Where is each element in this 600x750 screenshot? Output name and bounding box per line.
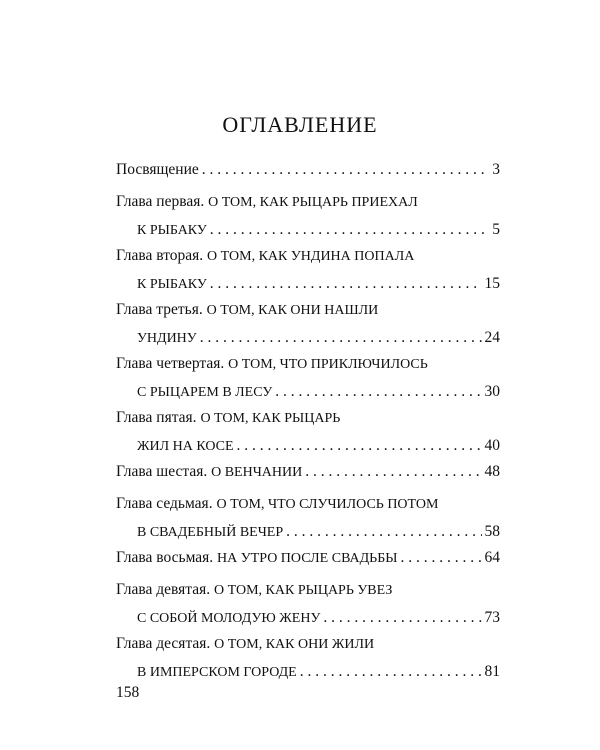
- toc-chapter: Глава первая.: [116, 193, 205, 210]
- toc-line: [116, 576, 500, 604]
- toc-chapter: Глава пятая.: [116, 409, 197, 426]
- page-number: 158: [116, 684, 140, 701]
- toc-line: [116, 350, 500, 378]
- toc-title-continuation: В СВАДЕБНЫЙ ВЕЧЕР: [137, 525, 284, 540]
- toc-page-number: 81: [484, 663, 500, 680]
- toc-title: О ТОМ, КАК ОНИ ЖИЛИ: [214, 637, 375, 652]
- toc-chapter: Глава седьмая.: [116, 495, 213, 512]
- toc-line: [116, 544, 500, 572]
- dot-leader: [400, 544, 481, 571]
- toc-title-continuation: С РЫЦАРЕМ В ЛЕСУ: [137, 385, 273, 400]
- toc-chapter: Глава десятая.: [116, 635, 211, 652]
- dot-leader: [202, 156, 490, 183]
- toc-chapter: Глава четвертая.: [116, 355, 225, 372]
- toc-page-number: 24: [484, 329, 500, 346]
- dot-leader: [237, 432, 482, 459]
- toc-chapter: Глава девятая.: [116, 581, 211, 598]
- toc-title: О ТОМ, ЧТО СЛУЧИЛОСЬ ПОТОМ: [216, 497, 439, 512]
- dot-leader: [200, 324, 482, 351]
- toc-page-number: 48: [484, 463, 500, 480]
- toc-page-number: 3: [492, 161, 500, 178]
- toc-title: О ТОМ, КАК РЫЦАРЬ: [200, 411, 341, 426]
- toc-page-number: 30: [484, 383, 500, 400]
- toc-chapter: Глава вторая.: [116, 247, 204, 264]
- toc-page-number: 15: [484, 275, 500, 292]
- toc-line: [116, 432, 500, 460]
- toc-title: О ТОМ, КАК РЫЦАРЬ ПРИЕХАЛ: [208, 195, 418, 210]
- toc-page-number: 58: [484, 523, 500, 540]
- toc-page-number: 73: [484, 609, 500, 626]
- toc-entry-chapter-4: [116, 350, 500, 404]
- toc-title-continuation: С СОБОЙ МОЛОДУЮ ЖЕНУ: [137, 611, 321, 626]
- toc-line: [116, 296, 500, 324]
- toc-line: [116, 242, 500, 270]
- toc-chapter: Глава третья.: [116, 301, 203, 318]
- toc-line: [116, 518, 500, 546]
- toc-line: [116, 156, 500, 183]
- dot-leader: [275, 378, 481, 405]
- toc-title-continuation: В ИМПЕРСКОМ ГОРОДЕ: [137, 665, 297, 680]
- toc-page-number: 5: [492, 221, 500, 238]
- toc-title: О ТОМ, КАК РЫЦАРЬ УВЕЗ: [214, 583, 393, 598]
- dot-leader: [323, 604, 481, 631]
- toc-entry-chapter-8: [116, 544, 500, 576]
- toc-title: О ВЕНЧАНИИ: [211, 465, 303, 480]
- toc-title-continuation: К РЫБАКУ: [137, 223, 207, 238]
- toc-entry-chapter-9: [116, 576, 500, 630]
- toc-entry-chapter-3: [116, 296, 500, 350]
- toc-title: О ТОМ, ЧТО ПРИКЛЮЧИЛОСЬ: [228, 357, 428, 372]
- toc-entry-chapter-2: [116, 242, 500, 296]
- dot-leader: [286, 518, 481, 545]
- toc-line: [116, 604, 500, 632]
- toc-entry-chapter-7: [116, 490, 500, 544]
- toc-title-continuation: ЖИЛ НА КОСЕ: [137, 439, 234, 454]
- dot-leader: [210, 270, 482, 297]
- toc-entry-dedication: [116, 156, 500, 188]
- toc-title-continuation: УНДИНУ: [137, 331, 197, 346]
- toc-entry-chapter-10: [116, 630, 500, 684]
- toc-entry-chapter-6: [116, 458, 500, 490]
- table-of-contents: [116, 156, 500, 684]
- toc-page-number: 40: [484, 437, 500, 454]
- toc-line: [116, 216, 500, 244]
- toc-line: [116, 270, 500, 298]
- toc-line: [116, 404, 500, 432]
- toc-title-continuation: К РЫБАКУ: [137, 277, 207, 292]
- toc-entry-chapter-1: [116, 188, 500, 242]
- toc-chapter: Глава шестая.: [116, 463, 208, 480]
- dot-leader: [300, 658, 482, 685]
- toc-title: О ТОМ, КАК ОНИ НАШЛИ: [206, 303, 379, 318]
- toc-title: О ТОМ, КАК УНДИНА ПОПАЛА: [207, 249, 415, 264]
- toc-chapter: Посвящение: [116, 161, 199, 178]
- page-title: ОГЛАВЛЕНИЕ: [222, 112, 378, 137]
- toc-entry-chapter-5: [116, 404, 500, 458]
- toc-line: [116, 188, 500, 216]
- toc-line: [116, 490, 500, 518]
- dot-leader: [210, 216, 489, 243]
- toc-line: [116, 378, 500, 406]
- dot-leader: [305, 458, 481, 485]
- toc-chapter: Глава восьмая.: [116, 549, 214, 566]
- toc-line: [116, 324, 500, 352]
- toc-line: [116, 658, 500, 686]
- toc-title: НА УТРО ПОСЛЕ СВАДЬБЫ: [217, 551, 398, 566]
- toc-page-number: 64: [484, 549, 500, 566]
- toc-line: [116, 458, 500, 486]
- toc-line: [116, 630, 500, 658]
